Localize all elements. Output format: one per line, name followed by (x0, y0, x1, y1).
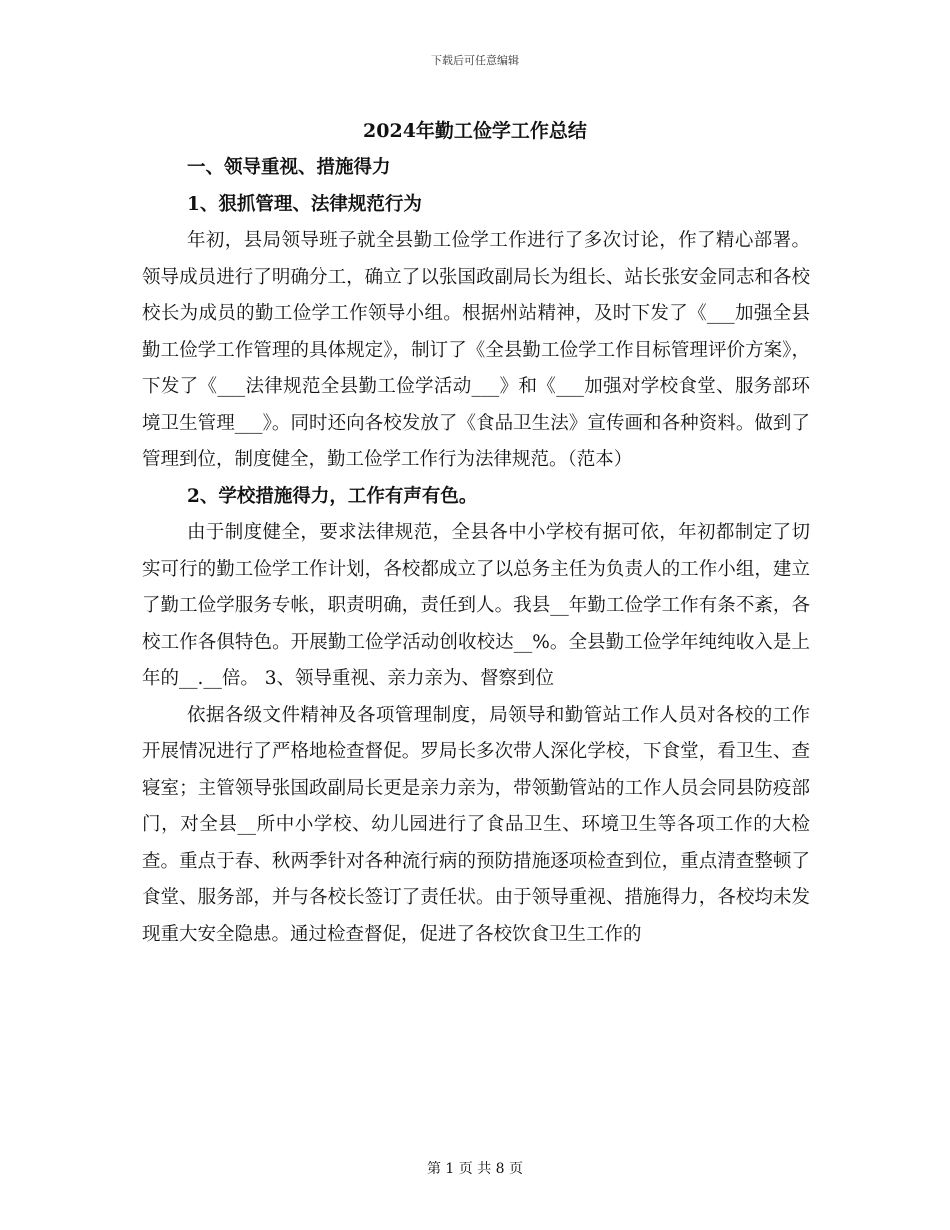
subsection-heading: 2、学校措施得力，工作有声有色。 (187, 485, 478, 507)
body-paragraph: 年初，县局领导班子就全县勤工俭学工作进行了多次讨论，作了精心部署。领导成员进行了明确分工，确立了以张国政副局长为组长、站长张安金同志和各校校长为成员的勤工俭学工作领导小组。根据州站精神，及时下发了《___加强全县勤工俭学工作管理的具体规定》，制订了《全县勤工俭学工作目标管理评价方案》，下发了《___法律规范全县勤工俭学活动___》和《___加强对学校食堂、服务部环境卫生管理___》。同时还向各校发放了《食品卫生法》宣传画和各种资料。做到了管理到位，制度健全，勤工俭学工作行为法律规范。（范本） (142, 230, 810, 470)
page-number: 第 1 页 共 8 页 (426, 1161, 524, 1177)
body-paragraph: 由于制度健全，要求法律规范，全县各中小学校有据可依，年初都制定了切实可行的勤工俭学工作计划，各校都成立了以总务主任为负责人的工作小组，建立了勤工俭学服务专帐，职责明确，责任到人。我县__年勤工俭学工作有条不紊，各校工作各俱特色。开展勤工俭学活动创收校达__%。全县勤工俭学年纯纯收入是上年的__.__倍。 3、领导重视、亲力亲为、督察到位 (142, 522, 810, 689)
document-body (142, 150, 810, 953)
section-heading: 一、领导重视、措施得力 (187, 157, 391, 178)
page-header-note: 下载后可任意编辑 (431, 54, 519, 67)
body-paragraph: 依据各级文件精神及各项管理制度，局领导和勤管站工作人员对各校的工作开展情况进行了严格地检查督促。罗局长多次带人深化学校，下食堂，看卫生、查寝室；主管领导张国政副局长更是亲力亲为，带领勤管站的工作人员会同县防疫部门，对全县__所中小学校、幼儿园进行了食品卫生、环境卫生等各项工作的大检查。重点于春、秋两季针对各种流行病的预防措施逐项检查到位，重点清查整顿了食堂、服务部，并与各校长签订了责任状。由于领导重视、措施得力，各校均未发现重大安全隐患。通过检查督促，促进了各校饮食卫生工作的 (142, 704, 810, 945)
subsection-heading: 1、狠抓管理、法律规范行为 (187, 193, 422, 215)
document-title: 2024年勤工俭学工作总结 (363, 120, 587, 142)
